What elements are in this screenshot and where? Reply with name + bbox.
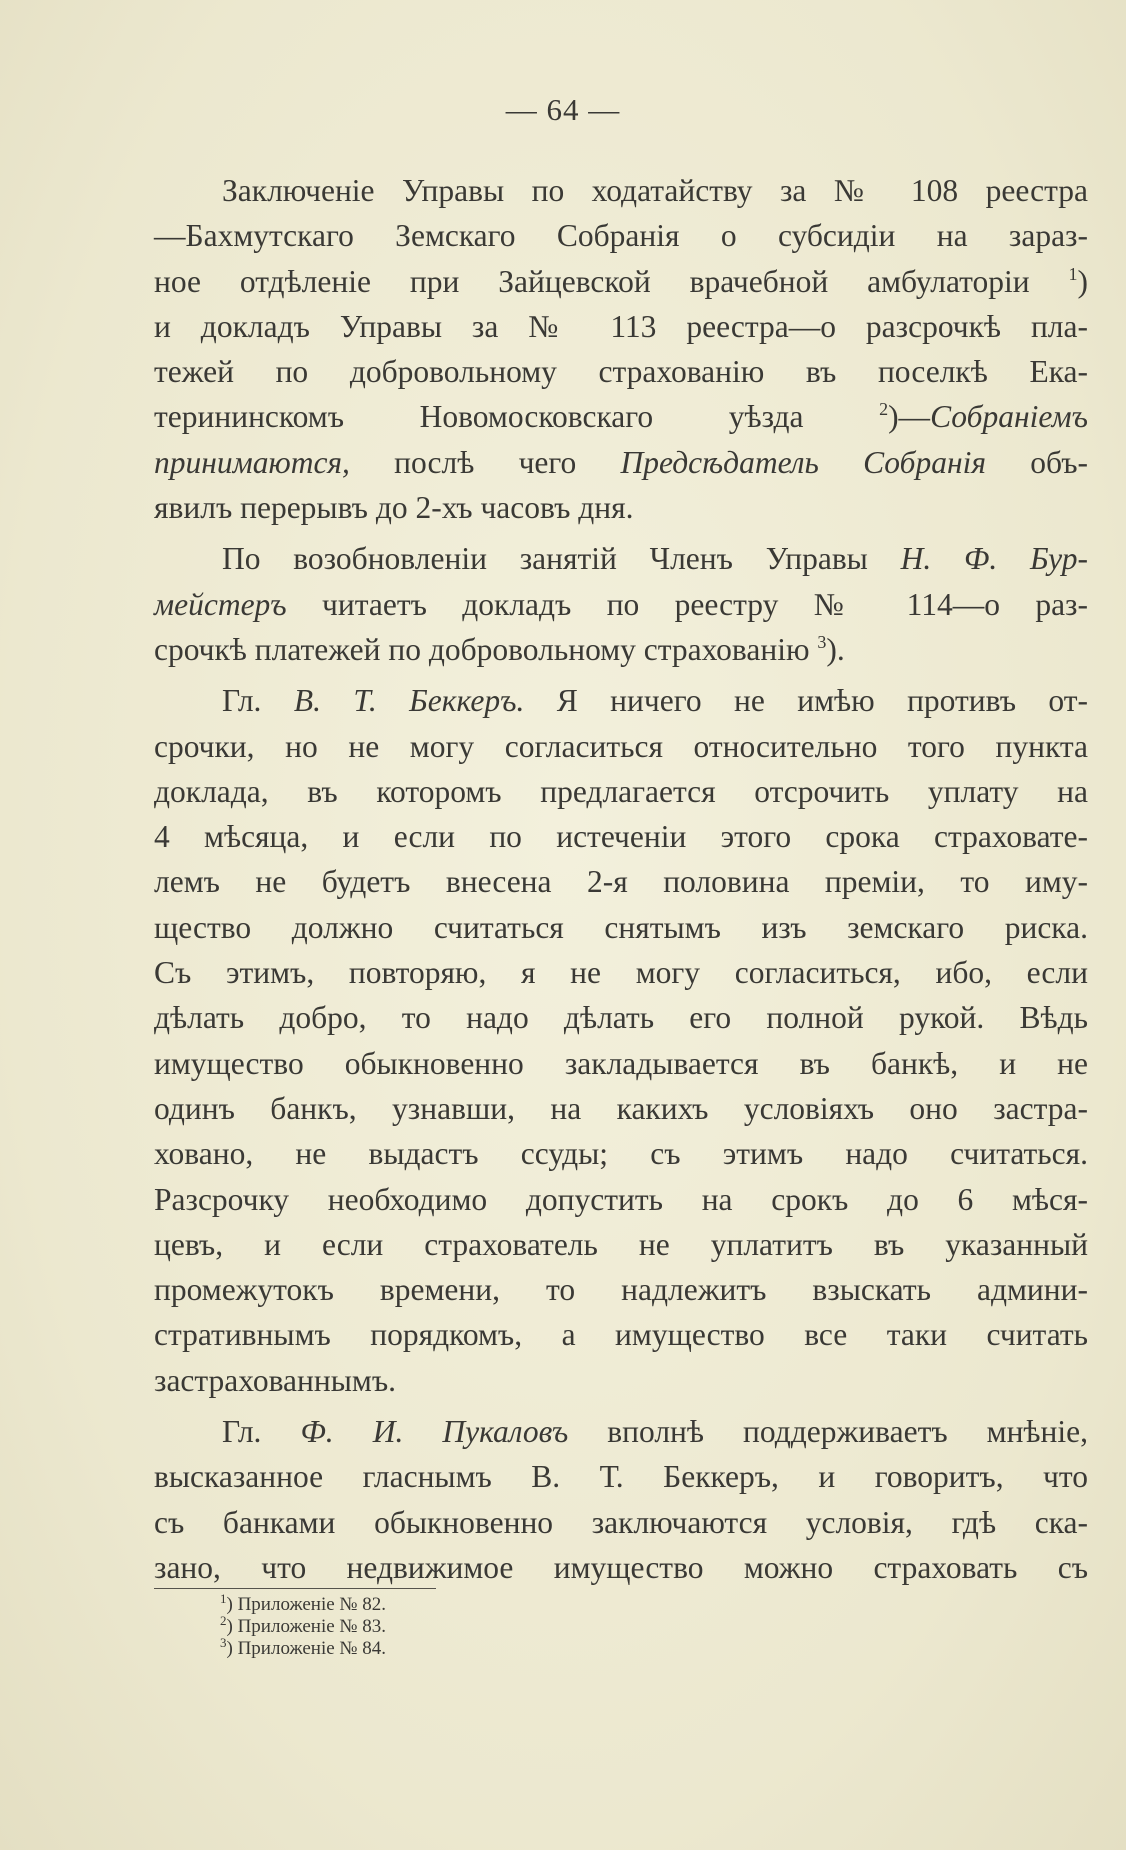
text-segment: доклада, въ которомъ предлагается отсрочить уплату на <box>154 773 1088 809</box>
text-segment: высказанное гласнымъ В. Т. Беккеръ, и говоритъ, что <box>154 1459 1088 1495</box>
text-segment: Собраніемъ <box>930 399 1088 435</box>
text-segment: Ф. И. Пукаловъ <box>300 1414 569 1450</box>
text-segment: ) <box>1077 263 1088 299</box>
text-segment: Гл. <box>222 683 294 719</box>
text-segment: )— <box>888 399 931 435</box>
text-line <box>154 349 1088 394</box>
text-segment: Съ этимъ, повторяю, я не могу согласиться, ибо, если <box>154 955 1088 991</box>
text-line <box>154 1454 1088 1499</box>
text-segment: тежей по добровольному страхованію въ поселкѣ Ека- <box>154 354 1088 390</box>
text-line <box>154 259 1088 304</box>
text-segment: объ- <box>986 444 1089 480</box>
footnote-item <box>220 1635 387 1660</box>
footnote-number: 1 <box>220 1591 227 1606</box>
text-segment: —Бахмутскаго Земскаго Собранія о субсидіи на зараз- <box>154 218 1088 254</box>
text-segment: терининскомъ Новомосковскаго уѣзда <box>154 399 880 435</box>
text-line <box>154 1545 1088 1590</box>
footnote-text: ) Приложеніе № 82. <box>226 1594 387 1615</box>
text-segment: съ банками обыкновенно заключаются условія, гдѣ ска- <box>154 1504 1088 1540</box>
page-number: — 64 — <box>505 92 621 127</box>
text-segment: цевъ, и если страхователь не уплатитъ въ указанный <box>154 1226 1088 1262</box>
text-segment: промежутокъ времени, то надлежитъ взыскать админи- <box>154 1272 1088 1308</box>
text-segment: принимаются, <box>154 444 350 480</box>
text-line <box>154 995 1088 1040</box>
footnote-reference: 1 <box>1068 263 1078 284</box>
text-segment: имущество обыкновенно закладывается въ банкѣ, и не <box>154 1045 1088 1081</box>
text-line <box>154 485 1088 530</box>
text-line <box>154 1041 1088 1086</box>
text-line <box>154 440 1088 485</box>
text-segment: ное отдѣленіе при Зайцевской врачебной амбулаторіи <box>154 263 1069 299</box>
text-line <box>154 1409 1088 1454</box>
text-segment: зано, что недвижимое имущество можно страховать съ <box>154 1549 1088 1585</box>
text-line <box>154 627 1088 672</box>
text-line <box>154 1267 1088 1312</box>
text-line <box>154 724 1088 769</box>
footnote-divider <box>154 1588 436 1589</box>
footnote-item <box>220 1613 387 1638</box>
footnote-reference: 3 <box>817 631 827 652</box>
text-line <box>154 213 1088 258</box>
text-segment: застрахованнымъ. <box>154 1362 397 1398</box>
text-line <box>154 859 1088 904</box>
text-segment: стративнымъ порядкомъ, а имущество все таки считать <box>154 1317 1088 1353</box>
text-line <box>154 1312 1088 1357</box>
text-line <box>154 814 1088 859</box>
text-line <box>154 168 1088 213</box>
text-segment: читаетъ докладъ по реестру № 114—о раз- <box>286 586 1088 622</box>
footnote-number: 2 <box>220 1613 227 1628</box>
text-segment: срочкѣ платежей по добровольному страхованію <box>154 631 818 667</box>
text-segment: Разсрочку необходимо допустить на срокъ до 6 мѣся- <box>154 1181 1088 1217</box>
text-line <box>154 769 1088 814</box>
text-line <box>154 950 1088 995</box>
text-segment: Н. Ф. Бур- <box>900 541 1088 577</box>
text-segment: Я ничего не имѣю противъ от- <box>524 683 1089 719</box>
text-line <box>154 1222 1088 1267</box>
text-line <box>154 1086 1088 1131</box>
text-segment: щество должно считаться снятымъ изъ земскаго риска. <box>154 909 1088 945</box>
text-segment: В. Т. Беккеръ. <box>293 683 525 719</box>
footnotes <box>220 1591 387 1660</box>
text-segment: лемъ не будетъ внесена 2-я половина преміи, то иму- <box>154 864 1088 900</box>
text-segment: срочки, но не могу согласиться относительно того пункта <box>154 728 1088 764</box>
text-segment: одинъ банкъ, узнавши, на какихъ условіяхъ оно застра- <box>154 1090 1088 1126</box>
body-text <box>154 168 1088 1590</box>
text-segment: ). <box>826 631 845 667</box>
footnote-item <box>220 1591 387 1616</box>
text-segment: ховано, не выдастъ ссуды; съ этимъ надо считаться. <box>154 1136 1088 1172</box>
text-line <box>154 304 1088 349</box>
text-line <box>154 394 1088 439</box>
text-line <box>154 1131 1088 1176</box>
text-segment: Гл. <box>222 1414 301 1450</box>
text-line <box>154 1177 1088 1222</box>
text-line <box>154 582 1088 627</box>
footnote-number: 3 <box>220 1635 227 1650</box>
text-line <box>154 678 1088 723</box>
text-segment: мейстеръ <box>154 586 287 622</box>
text-segment: и докладъ Управы за № 113 реестра—о разсрочкѣ пла- <box>154 308 1088 344</box>
text-line <box>154 1500 1088 1545</box>
text-line <box>154 1358 1088 1403</box>
text-segment: Заключеніе Управы по ходатайству за № 108 реестра <box>222 173 1088 208</box>
text-segment: Предсѣдатель Собранія <box>620 444 987 480</box>
footnote-reference: 2 <box>879 399 889 420</box>
text-segment: послѣ чего <box>349 444 621 480</box>
text-line <box>154 905 1088 950</box>
text-segment: 4 мѣсяца, и если по истеченіи этого срока страховате- <box>154 819 1088 855</box>
text-line <box>154 536 1088 581</box>
footnote-text: ) Приложеніе № 83. <box>226 1616 387 1637</box>
footnote-text: ) Приложеніе № 84. <box>226 1638 387 1659</box>
text-segment: вполнѣ поддерживаетъ мнѣніе, <box>568 1414 1088 1450</box>
text-segment: дѣлать добро, то надо дѣлать его полной рукой. Вѣдь <box>154 1000 1088 1036</box>
text-segment: явилъ перерывъ до 2-хъ часовъ дня. <box>154 490 634 526</box>
text-segment: По возобновленіи занятій Членъ Управы <box>222 541 901 577</box>
